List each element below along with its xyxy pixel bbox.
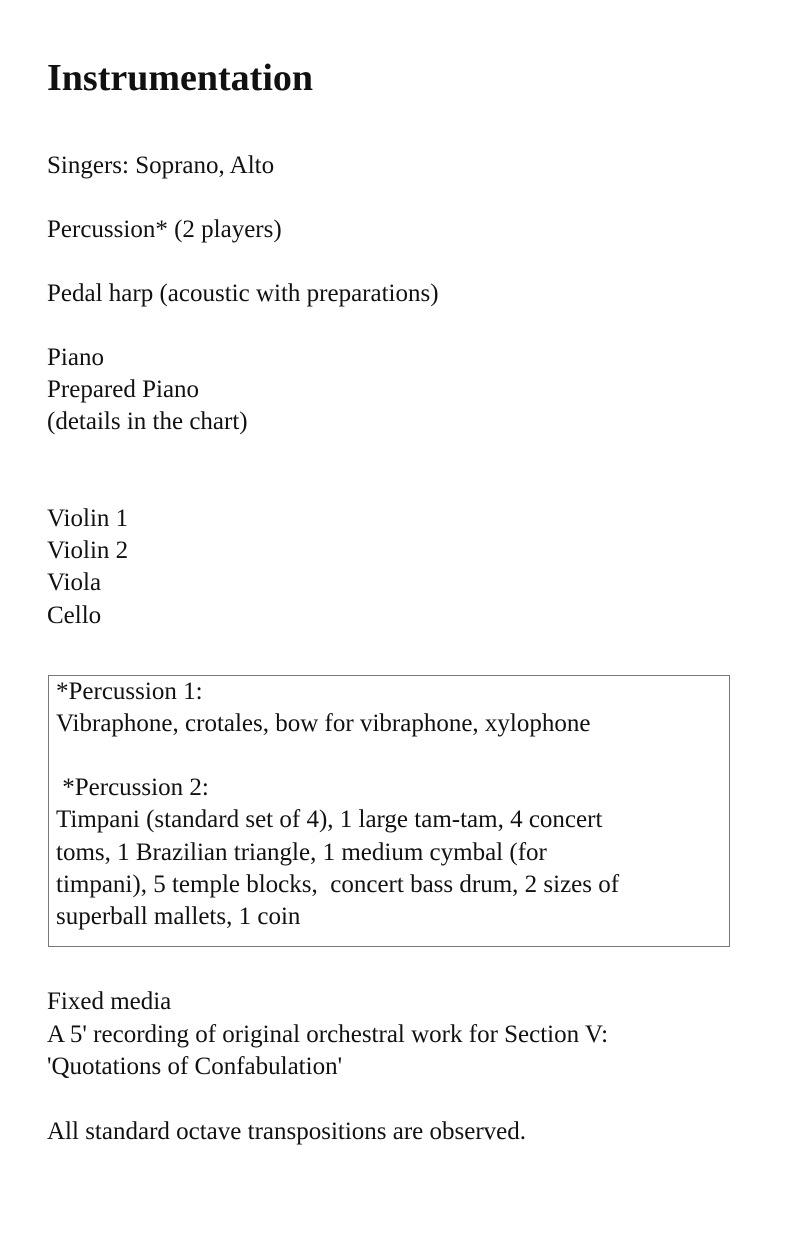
percussion-2-list-line: Timpani (standard set of 4), 1 large tam-tam, 4 concert [56,806,603,833]
violin1-line: Violin 1 [47,505,129,532]
piano-details-line: (details in the chart) [47,408,248,435]
percussion-2-list-line: toms, 1 Brazilian triangle, 1 medium cymbal (for [56,839,547,866]
percussion-details-box [48,675,730,947]
cello-line: Cello [47,602,102,629]
violin2-line: Violin 2 [47,537,129,564]
piano-line: Piano [47,344,104,371]
fixed-media-line: 'Quotations of Confabulation' [47,1053,343,1080]
percussion-1-list: Vibraphone, crotales, bow for vibraphone, xylophone [56,710,591,737]
prepared-piano-line: Prepared Piano [47,376,200,403]
fixed-media-line: A 5' recording of original orchestral work for Section V: [47,1021,609,1048]
transposition-note: All standard octave transpositions are observed. [47,1118,527,1145]
percussion-2-heading: *Percussion 2: [56,774,209,801]
fixed-media-heading: Fixed media [47,988,172,1015]
percussion-2-list-line: superball mallets, 1 coin [56,903,301,930]
singers-line: Singers: Soprano, Alto [47,152,275,179]
percussion-line: Percussion* (2 players) [47,216,282,243]
harp-line: Pedal harp (acoustic with preparations) [47,280,439,307]
page-title: Instrumentation [47,57,314,99]
percussion-2-list-line: timpani), 5 temple blocks, concert bass drum, 2 sizes of [56,871,620,898]
percussion-1-heading: *Percussion 1: [56,678,203,705]
viola-line: Viola [47,569,102,596]
